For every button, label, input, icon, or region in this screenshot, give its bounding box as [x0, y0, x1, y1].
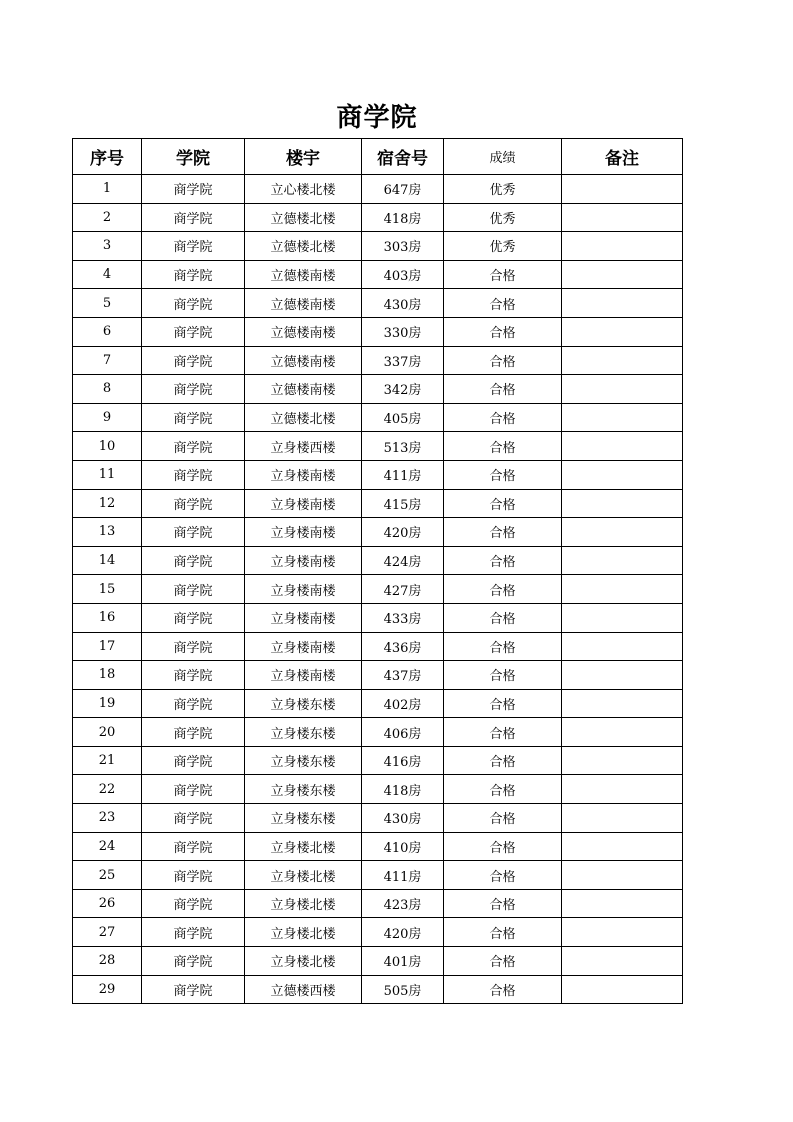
- cell-room: 436房: [362, 632, 444, 661]
- cell-grade: 合格: [444, 861, 562, 890]
- table-row: [73, 546, 683, 575]
- cell-building: 立德楼南楼: [245, 260, 362, 289]
- cell-room: 402房: [362, 689, 444, 718]
- cell-room: 405房: [362, 403, 444, 432]
- cell-room: 406房: [362, 718, 444, 747]
- table-body: [73, 175, 683, 1004]
- cell-remark: [562, 975, 683, 1004]
- cell-remark: [562, 317, 683, 346]
- cell-room: 437房: [362, 661, 444, 690]
- cell-college: 商学院: [142, 718, 245, 747]
- cell-seq: 11: [73, 460, 142, 489]
- column-header-room: 宿舍号: [362, 139, 444, 175]
- cell-grade: 合格: [444, 804, 562, 833]
- cell-college: 商学院: [142, 975, 245, 1004]
- cell-remark: [562, 775, 683, 804]
- table-row: [73, 718, 683, 747]
- cell-seq: 12: [73, 489, 142, 518]
- cell-building: 立身楼南楼: [245, 518, 362, 547]
- cell-remark: [562, 546, 683, 575]
- cell-room: 424房: [362, 546, 444, 575]
- cell-grade: 合格: [444, 603, 562, 632]
- cell-seq: 1: [73, 175, 142, 204]
- dormitory-grade-table: [72, 138, 683, 1004]
- cell-college: 商学院: [142, 804, 245, 833]
- cell-grade: 合格: [444, 518, 562, 547]
- cell-college: 商学院: [142, 289, 245, 318]
- cell-remark: [562, 832, 683, 861]
- column-header-college: 学院: [142, 139, 245, 175]
- cell-grade: 合格: [444, 975, 562, 1004]
- cell-college: 商学院: [142, 689, 245, 718]
- table-row: [73, 975, 683, 1004]
- cell-college: 商学院: [142, 403, 245, 432]
- cell-building: 立心楼北楼: [245, 175, 362, 204]
- cell-building: 立身楼南楼: [245, 546, 362, 575]
- cell-college: 商学院: [142, 260, 245, 289]
- table-row: [73, 689, 683, 718]
- cell-grade: 合格: [444, 889, 562, 918]
- cell-room: 411房: [362, 460, 444, 489]
- cell-room: 433房: [362, 603, 444, 632]
- cell-building: 立德楼北楼: [245, 403, 362, 432]
- cell-room: 410房: [362, 832, 444, 861]
- table-row: [73, 203, 683, 232]
- column-header-seq: 序号: [73, 139, 142, 175]
- cell-college: 商学院: [142, 175, 245, 204]
- cell-grade: 合格: [444, 718, 562, 747]
- cell-seq: 2: [73, 203, 142, 232]
- cell-grade: 合格: [444, 918, 562, 947]
- cell-remark: [562, 804, 683, 833]
- cell-building: 立身楼北楼: [245, 918, 362, 947]
- cell-grade: 合格: [444, 375, 562, 404]
- cell-college: 商学院: [142, 432, 245, 461]
- cell-remark: [562, 746, 683, 775]
- cell-room: 430房: [362, 289, 444, 318]
- cell-building: 立德楼北楼: [245, 232, 362, 261]
- cell-building: 立身楼北楼: [245, 947, 362, 976]
- cell-college: 商学院: [142, 460, 245, 489]
- cell-seq: 25: [73, 861, 142, 890]
- cell-college: 商学院: [142, 603, 245, 632]
- cell-room: 420房: [362, 918, 444, 947]
- cell-remark: [562, 889, 683, 918]
- cell-seq: 14: [73, 546, 142, 575]
- cell-grade: 合格: [444, 661, 562, 690]
- cell-building: 立德楼南楼: [245, 317, 362, 346]
- table-row: [73, 489, 683, 518]
- table-row: [73, 260, 683, 289]
- table-row: [73, 861, 683, 890]
- cell-seq: 28: [73, 947, 142, 976]
- cell-seq: 19: [73, 689, 142, 718]
- table-row: [73, 375, 683, 404]
- cell-remark: [562, 861, 683, 890]
- cell-college: 商学院: [142, 346, 245, 375]
- cell-college: 商学院: [142, 546, 245, 575]
- table-header-row: [73, 139, 683, 175]
- cell-college: 商学院: [142, 775, 245, 804]
- cell-seq: 10: [73, 432, 142, 461]
- cell-building: 立身楼南楼: [245, 575, 362, 604]
- cell-college: 商学院: [142, 832, 245, 861]
- cell-seq: 6: [73, 317, 142, 346]
- table-row: [73, 804, 683, 833]
- cell-remark: [562, 489, 683, 518]
- cell-seq: 3: [73, 232, 142, 261]
- cell-room: 423房: [362, 889, 444, 918]
- table-row: [73, 175, 683, 204]
- cell-remark: [562, 260, 683, 289]
- table-row: [73, 289, 683, 318]
- cell-grade: 合格: [444, 775, 562, 804]
- cell-grade: 优秀: [444, 232, 562, 261]
- cell-seq: 27: [73, 918, 142, 947]
- cell-grade: 优秀: [444, 175, 562, 204]
- cell-seq: 26: [73, 889, 142, 918]
- cell-grade: 合格: [444, 947, 562, 976]
- cell-college: 商学院: [142, 375, 245, 404]
- cell-remark: [562, 289, 683, 318]
- cell-college: 商学院: [142, 918, 245, 947]
- table-row: [73, 889, 683, 918]
- cell-seq: 20: [73, 718, 142, 747]
- cell-seq: 23: [73, 804, 142, 833]
- cell-building: 立德楼南楼: [245, 289, 362, 318]
- cell-building: 立身楼南楼: [245, 661, 362, 690]
- cell-seq: 9: [73, 403, 142, 432]
- cell-building: 立身楼北楼: [245, 832, 362, 861]
- cell-grade: 优秀: [444, 203, 562, 232]
- cell-seq: 22: [73, 775, 142, 804]
- column-header-building: 楼宇: [245, 139, 362, 175]
- cell-remark: [562, 575, 683, 604]
- cell-room: 647房: [362, 175, 444, 204]
- table-row: [73, 432, 683, 461]
- cell-room: 418房: [362, 775, 444, 804]
- cell-grade: 合格: [444, 346, 562, 375]
- cell-building: 立身楼南楼: [245, 460, 362, 489]
- cell-seq: 5: [73, 289, 142, 318]
- cell-room: 420房: [362, 518, 444, 547]
- table-row: [73, 918, 683, 947]
- cell-remark: [562, 460, 683, 489]
- cell-grade: 合格: [444, 432, 562, 461]
- cell-college: 商学院: [142, 232, 245, 261]
- cell-room: 505房: [362, 975, 444, 1004]
- cell-building: 立身楼东楼: [245, 746, 362, 775]
- cell-grade: 合格: [444, 489, 562, 518]
- cell-seq: 13: [73, 518, 142, 547]
- cell-building: 立德楼西楼: [245, 975, 362, 1004]
- table-row: [73, 575, 683, 604]
- cell-room: 416房: [362, 746, 444, 775]
- page-title: 商学院: [336, 103, 418, 133]
- cell-remark: [562, 689, 683, 718]
- cell-seq: 29: [73, 975, 142, 1004]
- table-row: [73, 460, 683, 489]
- cell-grade: 合格: [444, 632, 562, 661]
- table-row: [73, 403, 683, 432]
- table-row: [73, 603, 683, 632]
- cell-remark: [562, 661, 683, 690]
- cell-seq: 17: [73, 632, 142, 661]
- cell-grade: 合格: [444, 546, 562, 575]
- cell-remark: [562, 947, 683, 976]
- cell-grade: 合格: [444, 289, 562, 318]
- cell-room: 303房: [362, 232, 444, 261]
- cell-seq: 18: [73, 661, 142, 690]
- cell-remark: [562, 718, 683, 747]
- cell-remark: [562, 203, 683, 232]
- cell-college: 商学院: [142, 746, 245, 775]
- cell-remark: [562, 918, 683, 947]
- cell-room: 427房: [362, 575, 444, 604]
- table-row: [73, 518, 683, 547]
- cell-seq: 15: [73, 575, 142, 604]
- cell-remark: [562, 175, 683, 204]
- cell-grade: 合格: [444, 317, 562, 346]
- cell-room: 415房: [362, 489, 444, 518]
- cell-remark: [562, 232, 683, 261]
- cell-remark: [562, 603, 683, 632]
- table-row: [73, 317, 683, 346]
- column-header-grade: 成绩: [444, 139, 562, 175]
- cell-college: 商学院: [142, 317, 245, 346]
- cell-grade: 合格: [444, 260, 562, 289]
- cell-college: 商学院: [142, 489, 245, 518]
- table-row: [73, 832, 683, 861]
- cell-grade: 合格: [444, 746, 562, 775]
- cell-room: 430房: [362, 804, 444, 833]
- cell-building: 立身楼东楼: [245, 718, 362, 747]
- cell-building: 立身楼西楼: [245, 432, 362, 461]
- table-row: [73, 947, 683, 976]
- cell-building: 立德楼北楼: [245, 203, 362, 232]
- cell-remark: [562, 346, 683, 375]
- cell-building: 立身楼东楼: [245, 689, 362, 718]
- cell-remark: [562, 632, 683, 661]
- cell-building: 立身楼南楼: [245, 603, 362, 632]
- cell-room: 411房: [362, 861, 444, 890]
- cell-seq: 24: [73, 832, 142, 861]
- cell-grade: 合格: [444, 460, 562, 489]
- cell-building: 立身楼北楼: [245, 889, 362, 918]
- cell-college: 商学院: [142, 203, 245, 232]
- cell-building: 立身楼东楼: [245, 775, 362, 804]
- cell-remark: [562, 432, 683, 461]
- cell-grade: 合格: [444, 403, 562, 432]
- table-row: [73, 232, 683, 261]
- cell-college: 商学院: [142, 861, 245, 890]
- cell-grade: 合格: [444, 689, 562, 718]
- cell-room: 330房: [362, 317, 444, 346]
- cell-college: 商学院: [142, 518, 245, 547]
- table-row: [73, 746, 683, 775]
- cell-grade: 合格: [444, 832, 562, 861]
- cell-remark: [562, 375, 683, 404]
- cell-college: 商学院: [142, 632, 245, 661]
- table-row: [73, 775, 683, 804]
- cell-building: 立德楼南楼: [245, 375, 362, 404]
- cell-room: 401房: [362, 947, 444, 976]
- cell-seq: 4: [73, 260, 142, 289]
- cell-room: 418房: [362, 203, 444, 232]
- cell-building: 立身楼东楼: [245, 804, 362, 833]
- cell-room: 513房: [362, 432, 444, 461]
- cell-seq: 21: [73, 746, 142, 775]
- table-row: [73, 661, 683, 690]
- cell-room: 337房: [362, 346, 444, 375]
- table-row: [73, 346, 683, 375]
- cell-college: 商学院: [142, 947, 245, 976]
- cell-college: 商学院: [142, 889, 245, 918]
- cell-college: 商学院: [142, 661, 245, 690]
- cell-seq: 8: [73, 375, 142, 404]
- cell-building: 立身楼北楼: [245, 861, 362, 890]
- cell-remark: [562, 518, 683, 547]
- cell-room: 342房: [362, 375, 444, 404]
- cell-building: 立德楼南楼: [245, 346, 362, 375]
- cell-building: 立身楼南楼: [245, 489, 362, 518]
- cell-college: 商学院: [142, 575, 245, 604]
- table-row: [73, 632, 683, 661]
- cell-seq: 7: [73, 346, 142, 375]
- cell-grade: 合格: [444, 575, 562, 604]
- cell-remark: [562, 403, 683, 432]
- cell-room: 403房: [362, 260, 444, 289]
- cell-seq: 16: [73, 603, 142, 632]
- column-header-remark: 备注: [562, 139, 683, 175]
- cell-building: 立身楼南楼: [245, 632, 362, 661]
